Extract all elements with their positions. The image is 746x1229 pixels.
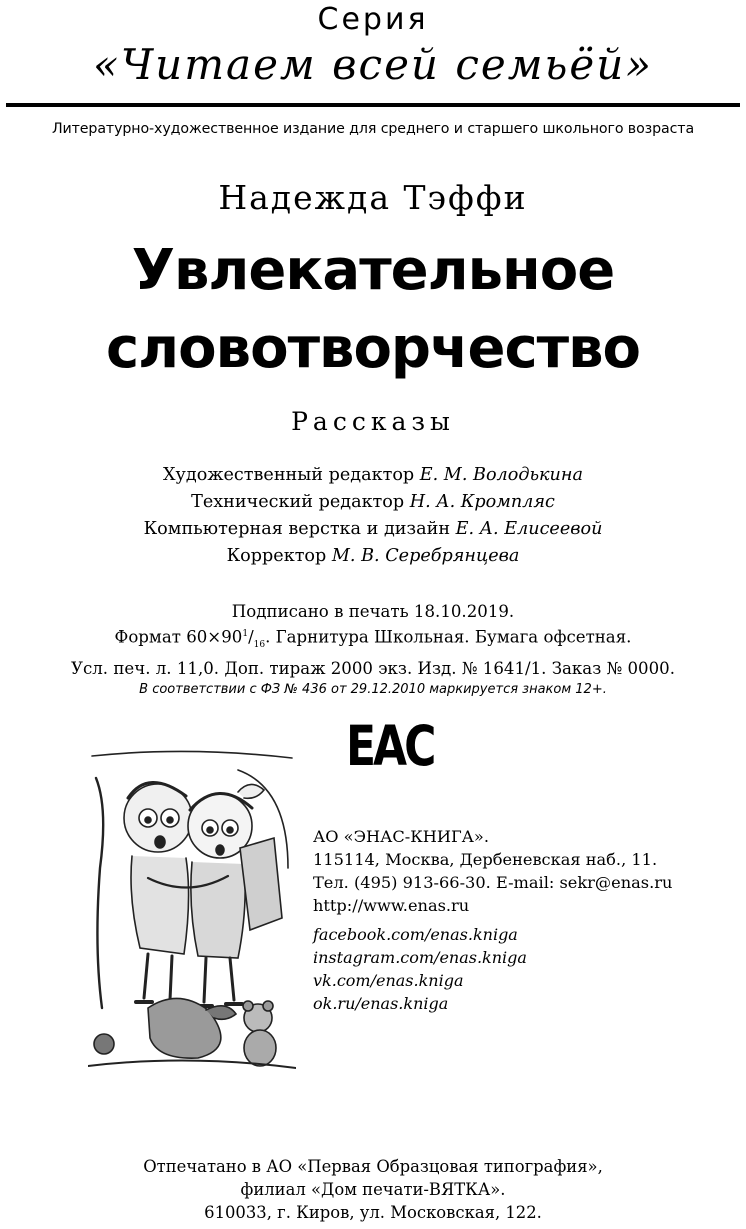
credit-line (0, 516, 746, 543)
credit-line (0, 543, 746, 570)
credit-line (0, 489, 746, 516)
format-sup: 1 (242, 629, 249, 639)
printer-line-3: 610033, г. Киров, ул. Московская, 122. (204, 1203, 542, 1222)
printer-line-1: Отпечатано в АО «Первая Образцовая типография», (143, 1157, 603, 1176)
format-suffix: . Гарнитура Школьная. Бумага офсетная. (265, 627, 632, 647)
social-links (313, 923, 527, 1015)
series-title: «Читаем всей семьёй» (93, 40, 653, 89)
credit-person: Н. А. Кромпляс (409, 492, 555, 512)
credit-role: Технический редактор (191, 492, 405, 512)
publisher-name: АО «ЭНАС-КНИГА». (313, 827, 489, 846)
format-sub: 16 (253, 639, 266, 650)
print-info: Усл. печ. л. 11,0. Доп. тираж 2000 экз. Изд. № 1641/1. Заказ № 0000. (70, 658, 675, 678)
imprint-block (0, 600, 746, 680)
children-illustration (88, 748, 296, 1078)
book-title (0, 232, 746, 388)
format-line (0, 623, 746, 657)
publisher-address: 115114, Москва, Дербеневская наб., 11. (313, 850, 658, 869)
social-link-instagram: instagram.com/enas.kniga (313, 948, 527, 967)
format-slash: / (248, 627, 254, 647)
credit-role: Корректор (226, 546, 327, 566)
eac-mark: ЕАС (346, 715, 434, 779)
publisher-contacts: Тел. (495) 913-66-30. E-mail: sekr@enas.ru (313, 873, 673, 892)
book-title-line-2: словотворчество (105, 316, 641, 381)
credit-person: Е. А. Елисеевой (455, 519, 603, 539)
genre-label: Рассказы (291, 407, 455, 436)
age-rating-note: В соответствии с ФЗ № 436 от 29.12.2010 маркируется знаком 12+. (139, 682, 607, 697)
edition-subtitle: Литературно-художественное издание для среднего и старшего школьного возраста (51, 121, 695, 137)
credits-block (0, 462, 746, 570)
printer-info (0, 1155, 746, 1224)
credit-person: Е. М. Володькина (419, 465, 583, 485)
publisher-info (313, 825, 672, 917)
signed-date: Подписано в печать 18.10.2019. (231, 602, 515, 621)
social-link-facebook: facebook.com/enas.kniga (313, 925, 518, 944)
social-link-ok: ok.ru/enas.kniga (313, 994, 449, 1013)
book-title-line-1: Увлекательное (131, 238, 615, 303)
publisher-website: http://www.enas.ru (313, 896, 470, 915)
series-label: Серия (317, 2, 429, 37)
credit-line (0, 462, 746, 489)
header-divider (6, 103, 740, 107)
social-link-vk: vk.com/enas.kniga (313, 971, 464, 990)
printer-line-2: филиал «Дом печати-ВЯТКА». (240, 1180, 506, 1199)
credit-role: Компьютерная верстка и дизайн (143, 519, 451, 539)
credit-role: Художественный редактор (163, 465, 415, 485)
format-prefix: Формат 60×90 (114, 627, 243, 647)
credit-person: М. В. Серебрянцева (331, 546, 520, 566)
author-name: Надежда Тэффи (218, 178, 528, 217)
